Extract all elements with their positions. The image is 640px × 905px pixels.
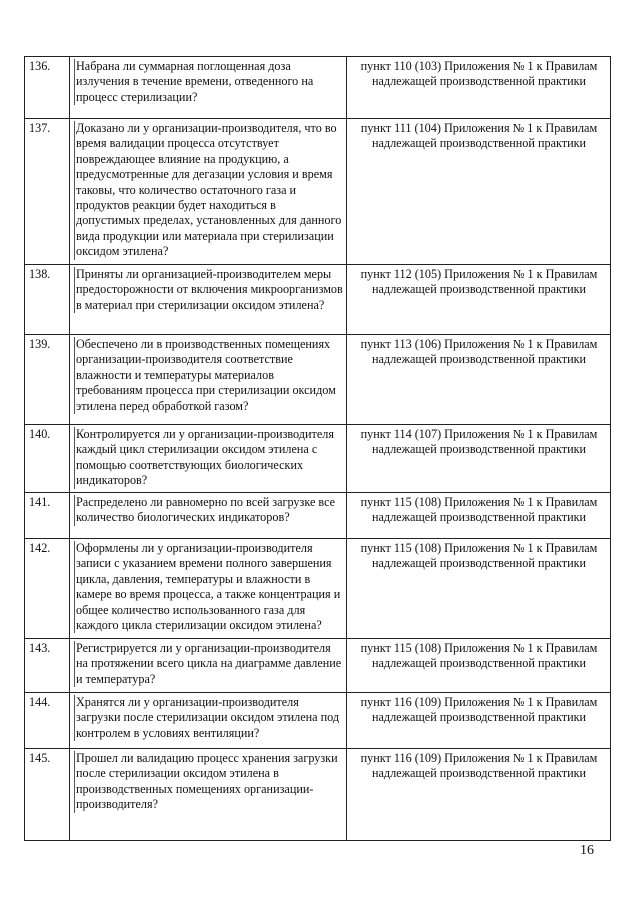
reference-text: пункт 114 (107) Приложения № 1 к Правилам надлежащей производственной практики <box>360 427 598 457</box>
checklist-table <box>24 56 611 841</box>
table-row <box>25 265 611 335</box>
question-text: Контролируется ли у организации-производителя каждый цикл стерилизации оксидом этилена с помощью соответствующих биологических индикаторов? <box>74 427 343 489</box>
table-row <box>25 693 611 749</box>
reference-text: пункт 115 (108) Приложения № 1 к Правилам надлежащей производственной практики <box>360 641 598 671</box>
table-row <box>25 539 611 639</box>
table-row <box>25 119 611 265</box>
page-number: 16 <box>580 843 594 858</box>
reference-text: пункт 111 (104) Приложения № 1 к Правилам надлежащей производственной практики <box>360 121 598 151</box>
question-text: Хранятся ли у организации-производителя загрузки после стерилизации оксидом этилена под контролем в условиях вентиляции? <box>74 695 343 741</box>
reference-text: пункт 113 (106) Приложения № 1 к Правилам надлежащей производственной практики <box>360 337 598 367</box>
question-text: Регистрируется ли у организации-производителя на протяжении всего цикла на диаграмме давление и температура? <box>76 641 342 686</box>
row-number: 138. <box>25 265 70 335</box>
reference-text: пункт 115 (108) Приложения № 1 к Правилам надлежащей производственной практики <box>360 495 598 525</box>
reference-text: пункт 112 (105) Приложения № 1 к Правилам надлежащей производственной практики <box>360 267 598 297</box>
reference-text: пункт 116 (109) Приложения № 1 к Правилам надлежащей производственной практики <box>360 695 598 725</box>
question-text: Доказано ли у организации-производителя, что во время валидации процесса отсутствует повреждающее влияние на продукцию, а предусмотренные для дегазации условия и время таковы, что количество остаточного газа и продуктов реакции будет находиться в допустимых пределах, установленных для данного вида продукции или материала при стерилизации оксидом этилена? <box>76 121 342 259</box>
question-text: Прошел ли валидацию процесс хранения загрузки после стерилизации оксидом этилена в производственных помещениях организации-производителя? <box>74 751 343 813</box>
table-row <box>25 493 611 539</box>
table-row <box>25 425 611 493</box>
row-number: 137. <box>25 119 70 265</box>
row-number: 141. <box>25 493 70 539</box>
reference-text: пункт 116 (109) Приложения № 1 к Правилам надлежащей производственной практики <box>360 751 598 781</box>
table-row <box>25 57 611 119</box>
reference-text: пункт 115 (108) Приложения № 1 к Правилам надлежащей производственной практики <box>360 541 598 571</box>
row-number: 136. <box>25 57 70 119</box>
row-number: 143. <box>25 639 70 693</box>
row-number: 140. <box>25 425 70 493</box>
row-number: 144. <box>25 693 70 749</box>
question-text: Обеспечено ли в производственных помещениях организации-производителя соответствие влажности и температуры материалов требованиям процесса при стерилизации оксидом этилена перед обработкой газом? <box>74 337 343 414</box>
question-text: Оформлены ли у организации-производителя записи с указанием времени полного завершения цикла, давления, температуры и влажности в камере во время процесса, а также концентрация и общее количество использованного газа для каждого цикла стерилизации оксидом этилена? <box>74 541 343 633</box>
reference-text: пункт 110 (103) Приложения № 1 к Правилам надлежащей производственной практики <box>360 59 598 89</box>
table-row <box>25 639 611 693</box>
row-number: 142. <box>25 539 70 639</box>
table-row <box>25 749 611 841</box>
question-text: Приняты ли организацией-производителем меры предосторожности от включения микроорганизмов в материал при стерилизации оксидом этилена? <box>76 267 343 312</box>
question-text: Распределено ли равномерно по всей загрузке все количество биологических индикаторов? <box>74 495 343 526</box>
row-number: 139. <box>25 335 70 425</box>
question-text: Набрана ли суммарная поглощенная доза излучения в течение времени, отведенного на процесс стерилизации? <box>74 59 343 105</box>
table-row <box>25 335 611 425</box>
row-number: 145. <box>25 749 70 841</box>
